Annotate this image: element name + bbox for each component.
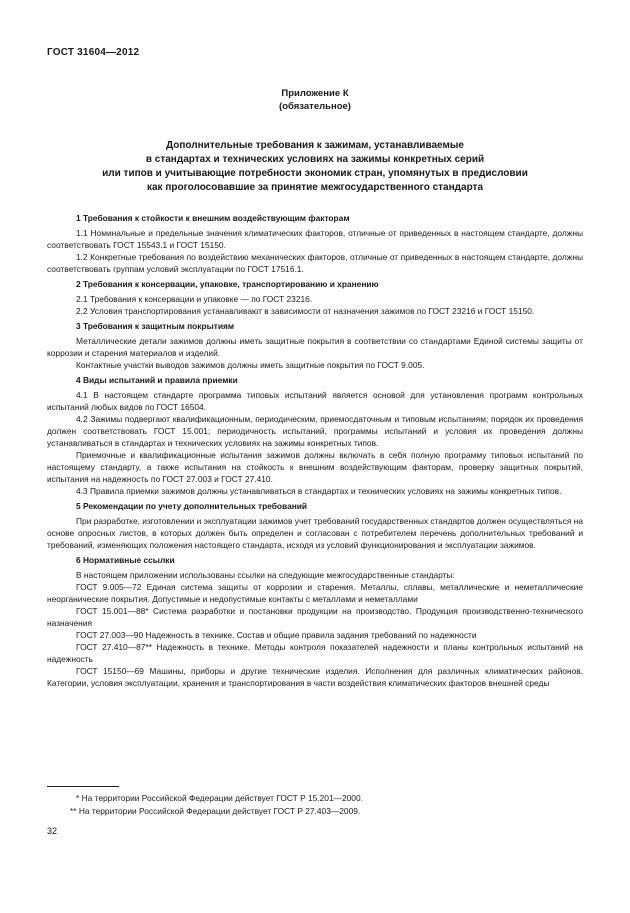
footnote: ** На территории Российской Федерации действует ГОСТ Р 27.403—2009. (70, 806, 361, 816)
section-heading: 6 Нормативные ссылки (76, 555, 175, 565)
title-line: как проголосовавшие за принятие межгосударственного стандарта (146, 182, 483, 193)
section-heading: 5 Рекомендации по учету дополнительных требований (76, 501, 308, 511)
normative-reference: ГОСТ 9.005—72 Единая система защиты от коррозии и старения. Металлы, сплавы, металлические и неметаллические неорганические покрытия. Допустимые и недопустимые контакты с металлами и неметаллами (47, 582, 583, 604)
paragraph: 2.1 Требования к консервации и упаковке — по ГОСТ 23216. (76, 294, 313, 304)
section-heading: 1 Требования к стойкости к внешним воздействующим факторам (76, 213, 350, 223)
paragraph: При разработке, изготовлении и эксплуатации зажимов учет требований государственных стандартов должен осуществляться на основе опросных листов, в которых должен быть определен и согласован с потребителем перечень дополнительных требований и требований, изменяющих положения настоящего стандарта, исходя из условий функционирования и эксплуатации зажимов. (47, 516, 583, 550)
appendix-heading (0, 87, 630, 113)
appendix-title: Приложение К (281, 88, 349, 99)
paragraph: 4.3 Правила приемки зажимов должны устанавливаться в стандартах и технических условиях на зажимы конкретных типов. (76, 486, 562, 496)
page-number: 32 (47, 826, 58, 836)
title-line: Дополнительные требования к зажимам, устанавливаемые (166, 140, 464, 151)
document-header: ГОСТ 31604—2012 (47, 47, 140, 58)
paragraph: 2.2 Условия транспортирования устанавливают в зависимости от назначения зажимов по ГОСТ 23216 и ГОСТ 15150. (76, 306, 535, 316)
title-line: в стандартах и технических условиях на зажимы конкретных серий (145, 154, 485, 165)
footnote-divider (47, 786, 119, 787)
normative-reference: ГОСТ 27.003—90 Надежность в технике. Состав и общие правила задания требований по надежности (76, 630, 477, 640)
normative-reference: ГОСТ 27.410—87** Надежность в технике. Методы контроля показателей надежности и планы контрольных испытаний на надежность (47, 642, 583, 664)
paragraph: 4.2 Зажимы подвергают квалификационным, периодическим, приемосдаточным и типовым испытаниям; порядок их проведения должен соответствовать ГОСТ 15.001; периодичность испытаний, программы испытаний и условия их проведения должны устанавливаться в стандартах и технических условиях на зажимы конкретных типов. (47, 414, 583, 448)
paragraph: 4.1 В настоящем стандарте программа типовых испытаний является основой для установления программ контрольных испытаний любых видов по ГОСТ 16504. (47, 390, 583, 412)
paragraph: Контактные участки выводов зажимов должны иметь защитные покрытия по ГОСТ 9.005. (76, 360, 425, 370)
section-heading: 4 Виды испытаний и правила приемки (76, 375, 238, 385)
title-line: или типов и учитывающие потребности экономик стран, упомянутых в предисловии (102, 168, 528, 179)
normative-reference: ГОСТ 15150—69 Машины, приборы и другие технические изделия. Исполнения для различных климатических районов. Категории, условия эксплуатации, хранения и транспортирования в части воздействия климатических факторов внешней среды (47, 666, 583, 688)
section-heading: 2 Требования к консервации, упаковке, транспортированию и хранению (76, 279, 379, 289)
appendix-status: (обязательное) (279, 101, 351, 112)
paragraph: 1.1 Номинальные и предельные значения климатических факторов, отличные от приведенных в настоящем стандарте, должны соответствовать ГОСТ 15543.1 и ГОСТ 15150. (47, 228, 583, 250)
section-heading: 3 Требования к защитным покрытиям (76, 321, 235, 331)
normative-reference: ГОСТ 15.001—88* Система разработки и постановки продукции на производство. Продукция производственно-технического назначения (47, 606, 583, 628)
footnote: * На территории Российской Федерации действует ГОСТ Р 15.201—2000. (76, 793, 363, 803)
paragraph: Металлические детали зажимов должны иметь защитные покрытия в соответствии со стандартами Единой системы защиты от коррозии и старения материалов и изделий. (47, 336, 583, 358)
paragraph: 1.2 Конкретные требования по воздействию механических факторов, отличные от приведенных в настоящем стандарте, должны соответствовать группам условий эксплуатации по ГОСТ 17516.1. (47, 252, 583, 274)
paragraph: Приемочные и квалификационные испытания зажимов должны включать в себя полную программу типовых испытаний по настоящему стандарту, а также испытания на стойкость к внешним воздействующим факторам, проверку защитных покрытий, испытания на надежность по ГОСТ 27.003 и ГОСТ 27.410. (47, 450, 583, 484)
document-body (47, 209, 583, 689)
appendix-main-title (60, 139, 570, 195)
paragraph: В настоящем приложении использованы ссылки на следующие межгосударственные стандарты: (76, 570, 455, 580)
